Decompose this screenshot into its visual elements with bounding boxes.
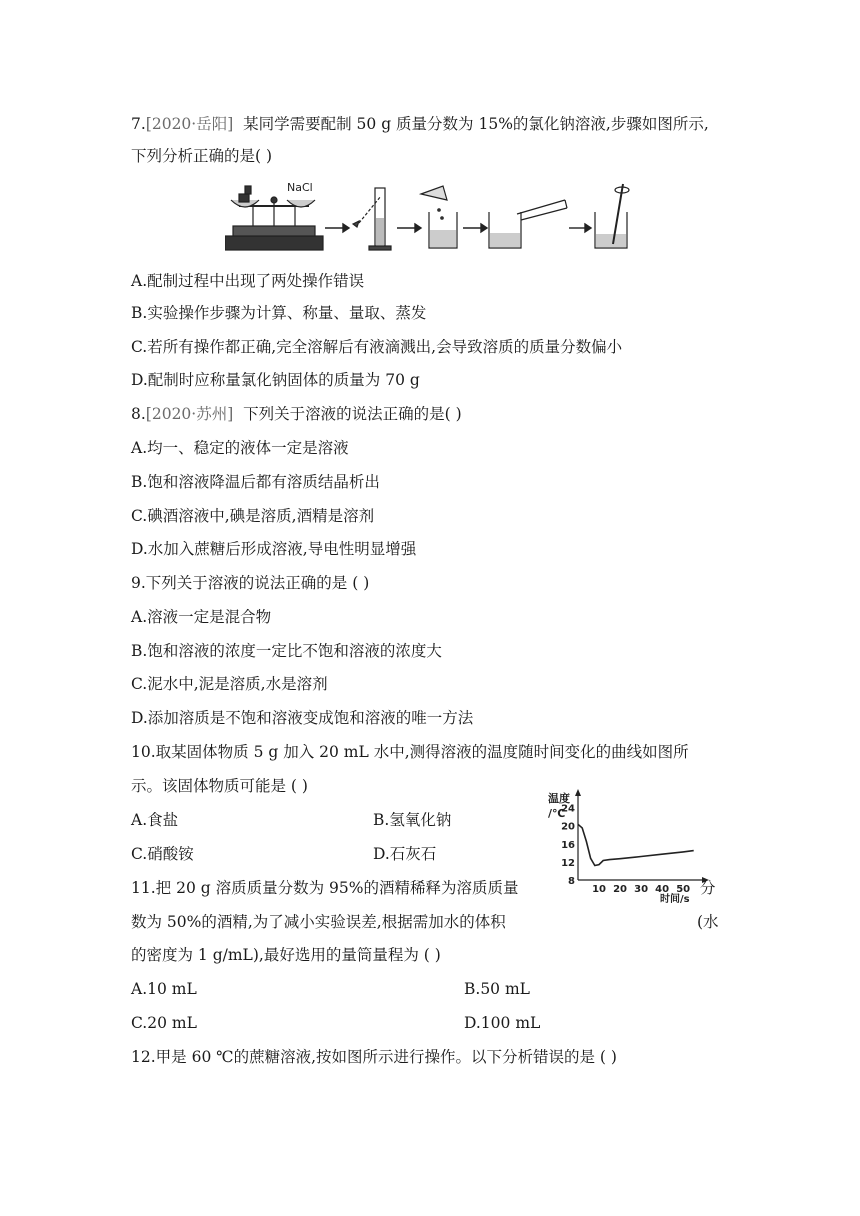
series-line <box>578 824 694 865</box>
nacl-label: NaCl <box>287 181 313 194</box>
q10-option-b: B.氢氧化钠 <box>373 811 452 829</box>
q11-option-c: C.20 mL <box>131 1014 197 1032</box>
q7-source: [2020·岳阳] <box>145 115 234 133</box>
q8-option-d: D.水加入蔗糖后形成溶液,导电性明显增强 <box>131 540 417 558</box>
q10-stem-line1: 10.取某固体物质 5 g 加入 20 mL 水中,测得溶液的温度随时间变化的曲线如图所 <box>131 743 689 761</box>
arrow-icon <box>397 224 421 232</box>
q12-stem: 12.甲是 60 ℃的蔗糖溶液,按如图所示进行操作。以下分析错误的是 ( ) <box>131 1048 617 1066</box>
q8-option-b: B.饱和溶液降温后都有溶质结晶析出 <box>131 473 380 491</box>
arrow-icon <box>325 224 349 232</box>
q7-stem-line2: 下列分析正确的是( ) <box>131 147 273 165</box>
q7-option-c: C.若所有操作都正确,完全溶解后有液滴溅出,会导致溶质的质量分数偏小 <box>131 338 623 356</box>
beaker-stirring <box>595 184 629 248</box>
q8-source: [2020·苏州] <box>145 405 234 423</box>
x-tick-label: 50 <box>676 884 691 895</box>
x-axis-label: 时间/s <box>660 894 690 905</box>
x-tick-label: 30 <box>634 884 649 895</box>
q9-option-a: A.溶液一定是混合物 <box>131 608 272 626</box>
q7-option-d: D.配制时应称量氯化钠固体的质量为 70 g <box>131 371 420 389</box>
q8-option-a: A.均一、稳定的液体一定是溶液 <box>131 439 349 457</box>
q11-option-a: A.10 mL <box>131 980 197 998</box>
beaker-with-paper <box>421 186 457 248</box>
q7-option-b: B.实验操作步骤为计算、称量、量取、蒸发 <box>131 304 427 322</box>
q8-option-c: C.碘酒溶液中,碘是溶质,酒精是溶剂 <box>131 507 375 525</box>
x-tick-label: 40 <box>655 884 670 895</box>
q7-option-a: A.配制过程中出现了两处操作错误 <box>131 272 365 290</box>
q11-stem-line1-tail: 分 <box>700 879 716 897</box>
y-tick-label: 16 <box>561 839 575 851</box>
q11-option-d: D.100 mL <box>464 1014 541 1032</box>
x-tick-label: 10 <box>592 884 606 895</box>
q10-stem-line2: 示。该固体物质可能是 ( ) <box>131 777 308 795</box>
x-tick-label: 20 <box>613 884 628 895</box>
y-tick-label: 8 <box>568 876 575 887</box>
beaker-pouring <box>489 200 567 248</box>
balance-scale <box>225 186 323 250</box>
y-tick-label: 12 <box>561 857 575 869</box>
y-axis-label-line1: 温度 <box>548 792 570 805</box>
q11-stem-line2-tail: (水 <box>697 913 719 931</box>
q10-option-c: C.硝酸铵 <box>131 845 194 863</box>
q9-option-c: C.泥水中,泥是溶质,水是溶剂 <box>131 675 328 693</box>
arrow-icon <box>463 224 487 232</box>
y-tick-label: 24 <box>561 803 575 815</box>
q11-stem-line3: 的密度为 1 g/mL),最好选用的量筒量程为 ( ) <box>131 946 441 964</box>
q10-option-d: D.石灰石 <box>373 845 437 863</box>
q9-stem: 9.下列关于溶液的说法正确的是 ( ) <box>131 574 370 592</box>
q7-stem-line1: 7.[2020·岳阳] 某同学需要配制 50 g 质量分数为 15%的氯化钠溶液,步骤如图所示, <box>131 115 709 133</box>
arrow-icon <box>569 224 591 232</box>
q11-stem-line1: 11.把 20 g 溶质质量分数为 95%的酒精稀释为溶质质量 <box>131 879 519 897</box>
y-axis-label-line2: /℃ <box>548 807 566 820</box>
q10-option-a: A.食盐 <box>131 811 179 829</box>
temperature-time-chart <box>540 786 720 910</box>
measuring-cylinder <box>353 188 391 250</box>
q8-stem: 8.[2020·苏州] 下列关于溶液的说法正确的是( ) <box>131 405 462 423</box>
y-axis-arrow <box>575 789 581 796</box>
y-tick-label: 20 <box>561 821 575 833</box>
q11-option-b: B.50 mL <box>464 980 530 998</box>
q7-procedure-figure <box>225 178 645 256</box>
q9-option-d: D.添加溶质是不饱和溶液变成饱和溶液的唯一方法 <box>131 709 474 727</box>
q11-stem-line2: 数为 50%的酒精,为了减小实验误差,根据需加水的体积 <box>131 913 506 931</box>
q9-option-b: B.饱和溶液的浓度一定比不饱和溶液的浓度大 <box>131 642 442 660</box>
